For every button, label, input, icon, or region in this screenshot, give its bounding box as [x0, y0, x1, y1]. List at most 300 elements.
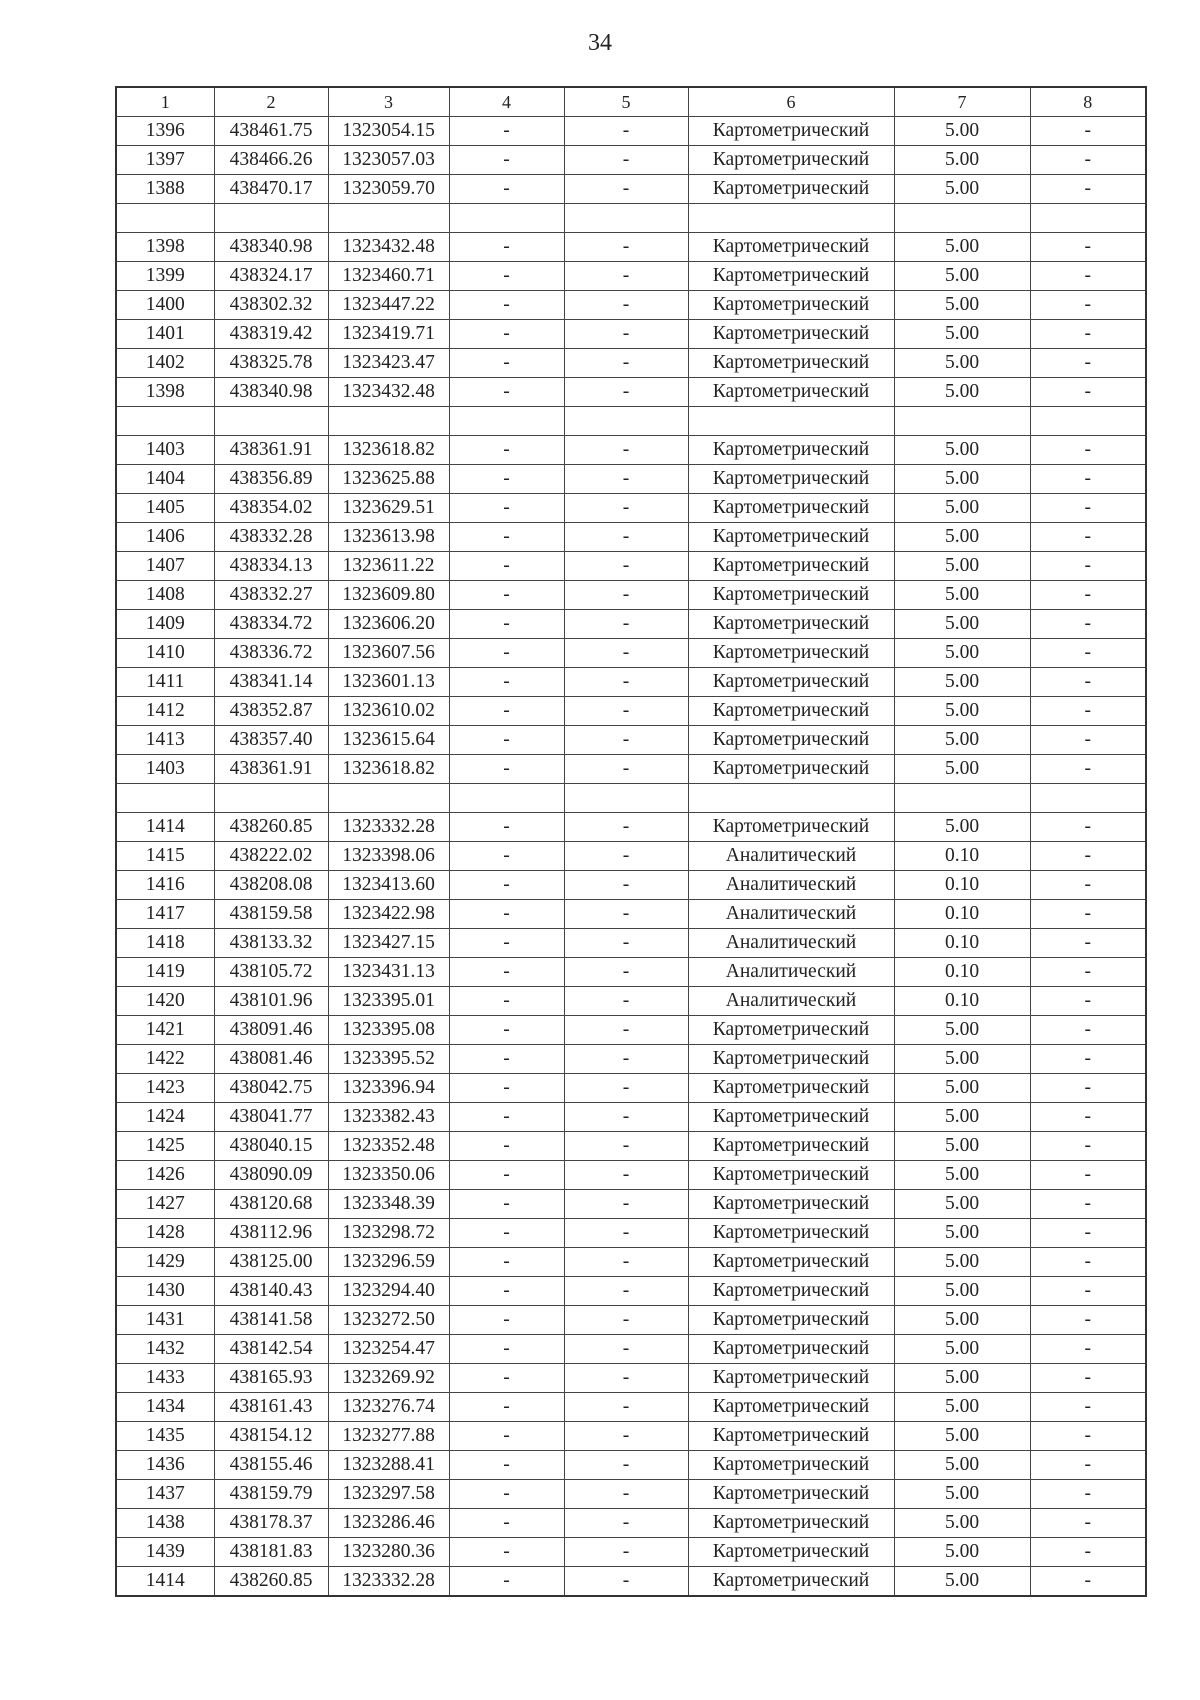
table-cell: 5.00 — [894, 552, 1030, 581]
table-row — [116, 987, 1146, 1016]
table-cell: 0.10 — [894, 958, 1030, 987]
table-cell: Картометрический — [688, 755, 894, 784]
table-cell: 1323059.70 — [328, 175, 449, 204]
table-cell: 438125.00 — [214, 1248, 328, 1277]
table-cell: 438340.98 — [214, 378, 328, 407]
table-cell: 438159.58 — [214, 900, 328, 929]
table-cell: 1323396.94 — [328, 1074, 449, 1103]
table-row — [116, 1567, 1146, 1597]
table-row — [116, 494, 1146, 523]
table-row — [116, 668, 1146, 697]
table-cell: 1403 — [116, 755, 214, 784]
table-cell: 1401 — [116, 320, 214, 349]
table-cell: 5.00 — [894, 349, 1030, 378]
table-cell: 1438 — [116, 1509, 214, 1538]
table-cell: 438159.79 — [214, 1480, 328, 1509]
table-body — [116, 117, 1146, 1597]
table-cell: 1415 — [116, 842, 214, 871]
table-cell: 1323423.47 — [328, 349, 449, 378]
table-cell: - — [564, 1335, 688, 1364]
table-cell: 1323269.92 — [328, 1364, 449, 1393]
table-cell: 1323382.43 — [328, 1103, 449, 1132]
table-cell: 438324.17 — [214, 262, 328, 291]
table-cell: - — [449, 1161, 564, 1190]
table-cell: - — [1030, 987, 1146, 1016]
column-header: 7 — [894, 87, 1030, 117]
table-cell: 1402 — [116, 349, 214, 378]
table-row — [116, 436, 1146, 465]
table-cell: Картометрический — [688, 581, 894, 610]
table-cell: 1323447.22 — [328, 291, 449, 320]
table-cell: 5.00 — [894, 1422, 1030, 1451]
table-row — [116, 1393, 1146, 1422]
table-cell: 5.00 — [894, 668, 1030, 697]
table-cell: 0.10 — [894, 871, 1030, 900]
table-cell: Картометрический — [688, 1045, 894, 1074]
table-cell: 1433 — [116, 1364, 214, 1393]
table-row — [116, 1277, 1146, 1306]
table-cell: Аналитический — [688, 900, 894, 929]
column-header: 5 — [564, 87, 688, 117]
table-cell: - — [449, 1074, 564, 1103]
table-cell: Аналитический — [688, 842, 894, 871]
table-cell: - — [449, 900, 564, 929]
table-cell: 1413 — [116, 726, 214, 755]
table-cell: - — [1030, 1335, 1146, 1364]
table-cell — [214, 407, 328, 436]
table-cell: Картометрический — [688, 1480, 894, 1509]
table-cell: - — [564, 610, 688, 639]
table-cell: - — [1030, 233, 1146, 262]
table-cell: - — [449, 1480, 564, 1509]
table-cell: - — [564, 1393, 688, 1422]
table-cell: - — [564, 958, 688, 987]
table-cell: - — [1030, 726, 1146, 755]
table-cell: 5.00 — [894, 639, 1030, 668]
table-cell: 5.00 — [894, 465, 1030, 494]
table-cell — [1030, 784, 1146, 813]
table-cell: 438161.43 — [214, 1393, 328, 1422]
table-row — [116, 639, 1146, 668]
table-cell: 1323254.47 — [328, 1335, 449, 1364]
table-cell: 1323618.82 — [328, 436, 449, 465]
table-cell: - — [449, 1306, 564, 1335]
table-row — [116, 117, 1146, 146]
table-cell: - — [449, 233, 564, 262]
table-cell: 5.00 — [894, 610, 1030, 639]
table-cell: 1323348.39 — [328, 1190, 449, 1219]
table-row — [116, 581, 1146, 610]
table-row — [116, 1306, 1146, 1335]
table-cell: 438091.46 — [214, 1016, 328, 1045]
table-cell: - — [564, 1451, 688, 1480]
table-cell: 5.00 — [894, 697, 1030, 726]
table-cell: 438361.91 — [214, 755, 328, 784]
table-cell: 438105.72 — [214, 958, 328, 987]
table-cell: Картометрический — [688, 1306, 894, 1335]
table-cell: 438332.27 — [214, 581, 328, 610]
table-cell: 1424 — [116, 1103, 214, 1132]
table-cell: - — [1030, 813, 1146, 842]
table-row — [116, 1132, 1146, 1161]
table-cell: 5.00 — [894, 1480, 1030, 1509]
table-cell: 438357.40 — [214, 726, 328, 755]
table-cell: - — [564, 1248, 688, 1277]
table-cell: - — [1030, 320, 1146, 349]
table-row — [116, 523, 1146, 552]
table-cell: Картометрический — [688, 233, 894, 262]
table-cell: - — [564, 1045, 688, 1074]
table-row — [116, 755, 1146, 784]
table-cell: - — [564, 1277, 688, 1306]
table-cell: 438260.85 — [214, 1567, 328, 1597]
table-cell: - — [564, 291, 688, 320]
table-cell: 1409 — [116, 610, 214, 639]
table-cell: - — [564, 900, 688, 929]
table-cell: - — [1030, 581, 1146, 610]
table-cell: - — [1030, 552, 1146, 581]
table-cell: - — [1030, 436, 1146, 465]
table-cell: 1323057.03 — [328, 146, 449, 175]
table-cell: - — [1030, 900, 1146, 929]
table-cell: Картометрический — [688, 697, 894, 726]
table-cell: 5.00 — [894, 291, 1030, 320]
table-cell — [449, 407, 564, 436]
table-cell: 1323607.56 — [328, 639, 449, 668]
table-cell: Картометрический — [688, 639, 894, 668]
table-cell: 1323613.98 — [328, 523, 449, 552]
table-cell: - — [564, 494, 688, 523]
table-cell: - — [564, 1132, 688, 1161]
table-cell: - — [1030, 494, 1146, 523]
table-cell: 1323606.20 — [328, 610, 449, 639]
table-cell: - — [449, 1219, 564, 1248]
table-row — [116, 233, 1146, 262]
table-cell: - — [449, 610, 564, 639]
table-cell — [214, 204, 328, 233]
table-cell: - — [564, 117, 688, 146]
table-cell: 1323629.51 — [328, 494, 449, 523]
table-cell: 1323276.74 — [328, 1393, 449, 1422]
table-cell: - — [449, 117, 564, 146]
table-cell: - — [1030, 146, 1146, 175]
table-header-row — [116, 87, 1146, 117]
table-cell: - — [564, 871, 688, 900]
table-cell: 1323298.72 — [328, 1219, 449, 1248]
table-cell: - — [449, 1190, 564, 1219]
table-cell: Картометрический — [688, 1248, 894, 1277]
table-cell: - — [564, 726, 688, 755]
table-cell: 5.00 — [894, 1393, 1030, 1422]
table-cell: 1323419.71 — [328, 320, 449, 349]
table-cell: 1396 — [116, 117, 214, 146]
table-cell: 5.00 — [894, 523, 1030, 552]
table-cell: 438336.72 — [214, 639, 328, 668]
table-cell: - — [1030, 842, 1146, 871]
table-cell: - — [1030, 1480, 1146, 1509]
table-cell: 1323611.22 — [328, 552, 449, 581]
table-cell: - — [449, 639, 564, 668]
table-cell: - — [449, 1045, 564, 1074]
table-cell: - — [564, 842, 688, 871]
table-cell: 1323460.71 — [328, 262, 449, 291]
coordinates-table — [115, 86, 1147, 1597]
table-cell: 438334.13 — [214, 552, 328, 581]
table-cell: 1427 — [116, 1190, 214, 1219]
table-cell: - — [449, 1567, 564, 1597]
table-cell: - — [1030, 697, 1146, 726]
table-cell: 1323601.13 — [328, 668, 449, 697]
table-cell: 438354.02 — [214, 494, 328, 523]
table-cell: 438165.93 — [214, 1364, 328, 1393]
table-cell: 1432 — [116, 1335, 214, 1364]
table-cell: 1434 — [116, 1393, 214, 1422]
table-cell: 438340.98 — [214, 233, 328, 262]
table-cell: 1429 — [116, 1248, 214, 1277]
table-cell — [894, 407, 1030, 436]
table-cell: 1323395.01 — [328, 987, 449, 1016]
table-cell: - — [564, 1422, 688, 1451]
table-cell: - — [1030, 523, 1146, 552]
table-cell: - — [1030, 1074, 1146, 1103]
table-cell: Картометрический — [688, 1161, 894, 1190]
table-cell: - — [1030, 1248, 1146, 1277]
table-cell: 1323625.88 — [328, 465, 449, 494]
table-cell — [328, 407, 449, 436]
table-cell: Картометрический — [688, 1277, 894, 1306]
table-row — [116, 1219, 1146, 1248]
table-cell: Картометрический — [688, 262, 894, 291]
table-cell: Картометрический — [688, 146, 894, 175]
table-cell: 1323395.52 — [328, 1045, 449, 1074]
table-cell: - — [1030, 668, 1146, 697]
table-cell — [328, 204, 449, 233]
table-row — [116, 1422, 1146, 1451]
table-cell: 1425 — [116, 1132, 214, 1161]
table-cell: 1437 — [116, 1480, 214, 1509]
table-cell: - — [1030, 1306, 1146, 1335]
table-cell: - — [1030, 291, 1146, 320]
table-cell: - — [449, 465, 564, 494]
table-cell: Картометрический — [688, 1451, 894, 1480]
table-cell: 1404 — [116, 465, 214, 494]
table-row — [116, 146, 1146, 175]
table-cell: Картометрический — [688, 1219, 894, 1248]
table-cell: - — [449, 552, 564, 581]
table-cell: 438142.54 — [214, 1335, 328, 1364]
table-cell: - — [564, 1567, 688, 1597]
column-header: 1 — [116, 87, 214, 117]
table-cell: Аналитический — [688, 871, 894, 900]
table-cell: 438178.37 — [214, 1509, 328, 1538]
table-cell: 1323431.13 — [328, 958, 449, 987]
table-cell: 5.00 — [894, 1190, 1030, 1219]
table-cell: 438090.09 — [214, 1161, 328, 1190]
table-cell — [116, 784, 214, 813]
table-row — [116, 291, 1146, 320]
table-cell: - — [564, 1480, 688, 1509]
table-row — [116, 726, 1146, 755]
table-cell: 1323352.48 — [328, 1132, 449, 1161]
table-cell: 5.00 — [894, 175, 1030, 204]
table-cell: 438081.46 — [214, 1045, 328, 1074]
table-cell: - — [1030, 175, 1146, 204]
page-number: 34 — [588, 30, 612, 56]
table-cell: 1323618.82 — [328, 755, 449, 784]
table-cell: - — [564, 320, 688, 349]
table-cell: Картометрический — [688, 523, 894, 552]
table-cell: 438319.42 — [214, 320, 328, 349]
table-cell: 1323413.60 — [328, 871, 449, 900]
table-row — [116, 929, 1146, 958]
table-cell: - — [449, 1451, 564, 1480]
table-cell: 1416 — [116, 871, 214, 900]
table-cell: 1426 — [116, 1161, 214, 1190]
table-row — [116, 1045, 1146, 1074]
table-cell: 5.00 — [894, 378, 1030, 407]
table-cell: 5.00 — [894, 1306, 1030, 1335]
table-cell: 1323294.40 — [328, 1277, 449, 1306]
table-cell: 438361.91 — [214, 436, 328, 465]
table-cell: - — [1030, 1161, 1146, 1190]
table-cell: 1431 — [116, 1306, 214, 1335]
table-cell: 438112.96 — [214, 1219, 328, 1248]
table-row — [116, 842, 1146, 871]
table-cell: 1323288.41 — [328, 1451, 449, 1480]
table-cell: - — [449, 1248, 564, 1277]
table-cell: 438302.32 — [214, 291, 328, 320]
table-cell: - — [564, 987, 688, 1016]
table-cell: Картометрический — [688, 1567, 894, 1597]
table-cell — [564, 784, 688, 813]
table-cell: - — [1030, 1422, 1146, 1451]
table-cell: - — [449, 523, 564, 552]
table-cell: 0.10 — [894, 842, 1030, 871]
table-cell: - — [1030, 1567, 1146, 1597]
table-cell: - — [449, 1364, 564, 1393]
table-cell: Аналитический — [688, 929, 894, 958]
table-cell: 5.00 — [894, 262, 1030, 291]
table-cell: - — [564, 1364, 688, 1393]
table-cell: 1400 — [116, 291, 214, 320]
table-cell: - — [449, 697, 564, 726]
table-cell: 1323432.48 — [328, 378, 449, 407]
table-cell: Картометрический — [688, 494, 894, 523]
table-cell: 438155.46 — [214, 1451, 328, 1480]
table-row — [116, 349, 1146, 378]
table-cell: - — [449, 813, 564, 842]
table-cell: 1418 — [116, 929, 214, 958]
table-cell: - — [564, 552, 688, 581]
table-cell — [449, 204, 564, 233]
table-cell: - — [564, 1190, 688, 1219]
table-cell: - — [1030, 871, 1146, 900]
table-cell: - — [1030, 465, 1146, 494]
table-cell: - — [564, 1016, 688, 1045]
table-cell: 1398 — [116, 233, 214, 262]
table-cell: 1408 — [116, 581, 214, 610]
table-cell — [1030, 407, 1146, 436]
table-cell: 438461.75 — [214, 117, 328, 146]
table-cell: Картометрический — [688, 1509, 894, 1538]
table-cell: 1323395.08 — [328, 1016, 449, 1045]
table-cell: 1423 — [116, 1074, 214, 1103]
table-row — [116, 204, 1146, 233]
table-cell: - — [564, 1538, 688, 1567]
table-cell: 5.00 — [894, 233, 1030, 262]
table-cell: - — [1030, 639, 1146, 668]
table-cell: - — [1030, 1045, 1146, 1074]
table-row — [116, 900, 1146, 929]
table-cell: - — [1030, 1509, 1146, 1538]
column-header: 6 — [688, 87, 894, 117]
table-cell: 438334.72 — [214, 610, 328, 639]
table-cell — [449, 784, 564, 813]
table-cell: 1323277.88 — [328, 1422, 449, 1451]
table-cell: 1397 — [116, 146, 214, 175]
table-cell: 438466.26 — [214, 146, 328, 175]
table-cell: 5.00 — [894, 1451, 1030, 1480]
table-cell: 5.00 — [894, 1538, 1030, 1567]
table-cell: - — [564, 755, 688, 784]
table-cell: 1405 — [116, 494, 214, 523]
table-cell: 1435 — [116, 1422, 214, 1451]
table-cell: 5.00 — [894, 1567, 1030, 1597]
table-cell: 5.00 — [894, 117, 1030, 146]
table-cell — [688, 407, 894, 436]
table-cell: 1323609.80 — [328, 581, 449, 610]
table-row — [116, 813, 1146, 842]
table-row — [116, 1451, 1146, 1480]
table-cell: - — [449, 871, 564, 900]
table-cell: 438181.83 — [214, 1538, 328, 1567]
table-cell: Картометрический — [688, 1132, 894, 1161]
table-cell: - — [564, 233, 688, 262]
table-cell: Картометрический — [688, 1074, 894, 1103]
table-cell: Картометрический — [688, 291, 894, 320]
column-header: 4 — [449, 87, 564, 117]
table-cell: - — [1030, 1132, 1146, 1161]
table-cell: - — [449, 291, 564, 320]
table-cell: - — [564, 639, 688, 668]
table-row — [116, 552, 1146, 581]
table-cell: - — [564, 262, 688, 291]
table-cell: - — [564, 465, 688, 494]
table-row — [116, 262, 1146, 291]
table-cell: - — [449, 436, 564, 465]
table-cell: - — [1030, 1103, 1146, 1132]
table-cell: 438356.89 — [214, 465, 328, 494]
table-cell: - — [564, 1103, 688, 1132]
table-cell: - — [449, 987, 564, 1016]
table-cell: - — [564, 929, 688, 958]
table-cell: Картометрический — [688, 1422, 894, 1451]
table-cell: 438341.14 — [214, 668, 328, 697]
table-cell: - — [1030, 610, 1146, 639]
table-cell: 1388 — [116, 175, 214, 204]
table-cell: 438140.43 — [214, 1277, 328, 1306]
table-cell: 5.00 — [894, 1277, 1030, 1306]
table-cell: - — [449, 1422, 564, 1451]
table-cell: 5.00 — [894, 1074, 1030, 1103]
table-cell: 1399 — [116, 262, 214, 291]
table-cell: - — [564, 349, 688, 378]
table-cell: 0.10 — [894, 987, 1030, 1016]
table-cell: - — [564, 523, 688, 552]
table-cell: 1407 — [116, 552, 214, 581]
table-cell — [894, 204, 1030, 233]
table-cell: 438101.96 — [214, 987, 328, 1016]
